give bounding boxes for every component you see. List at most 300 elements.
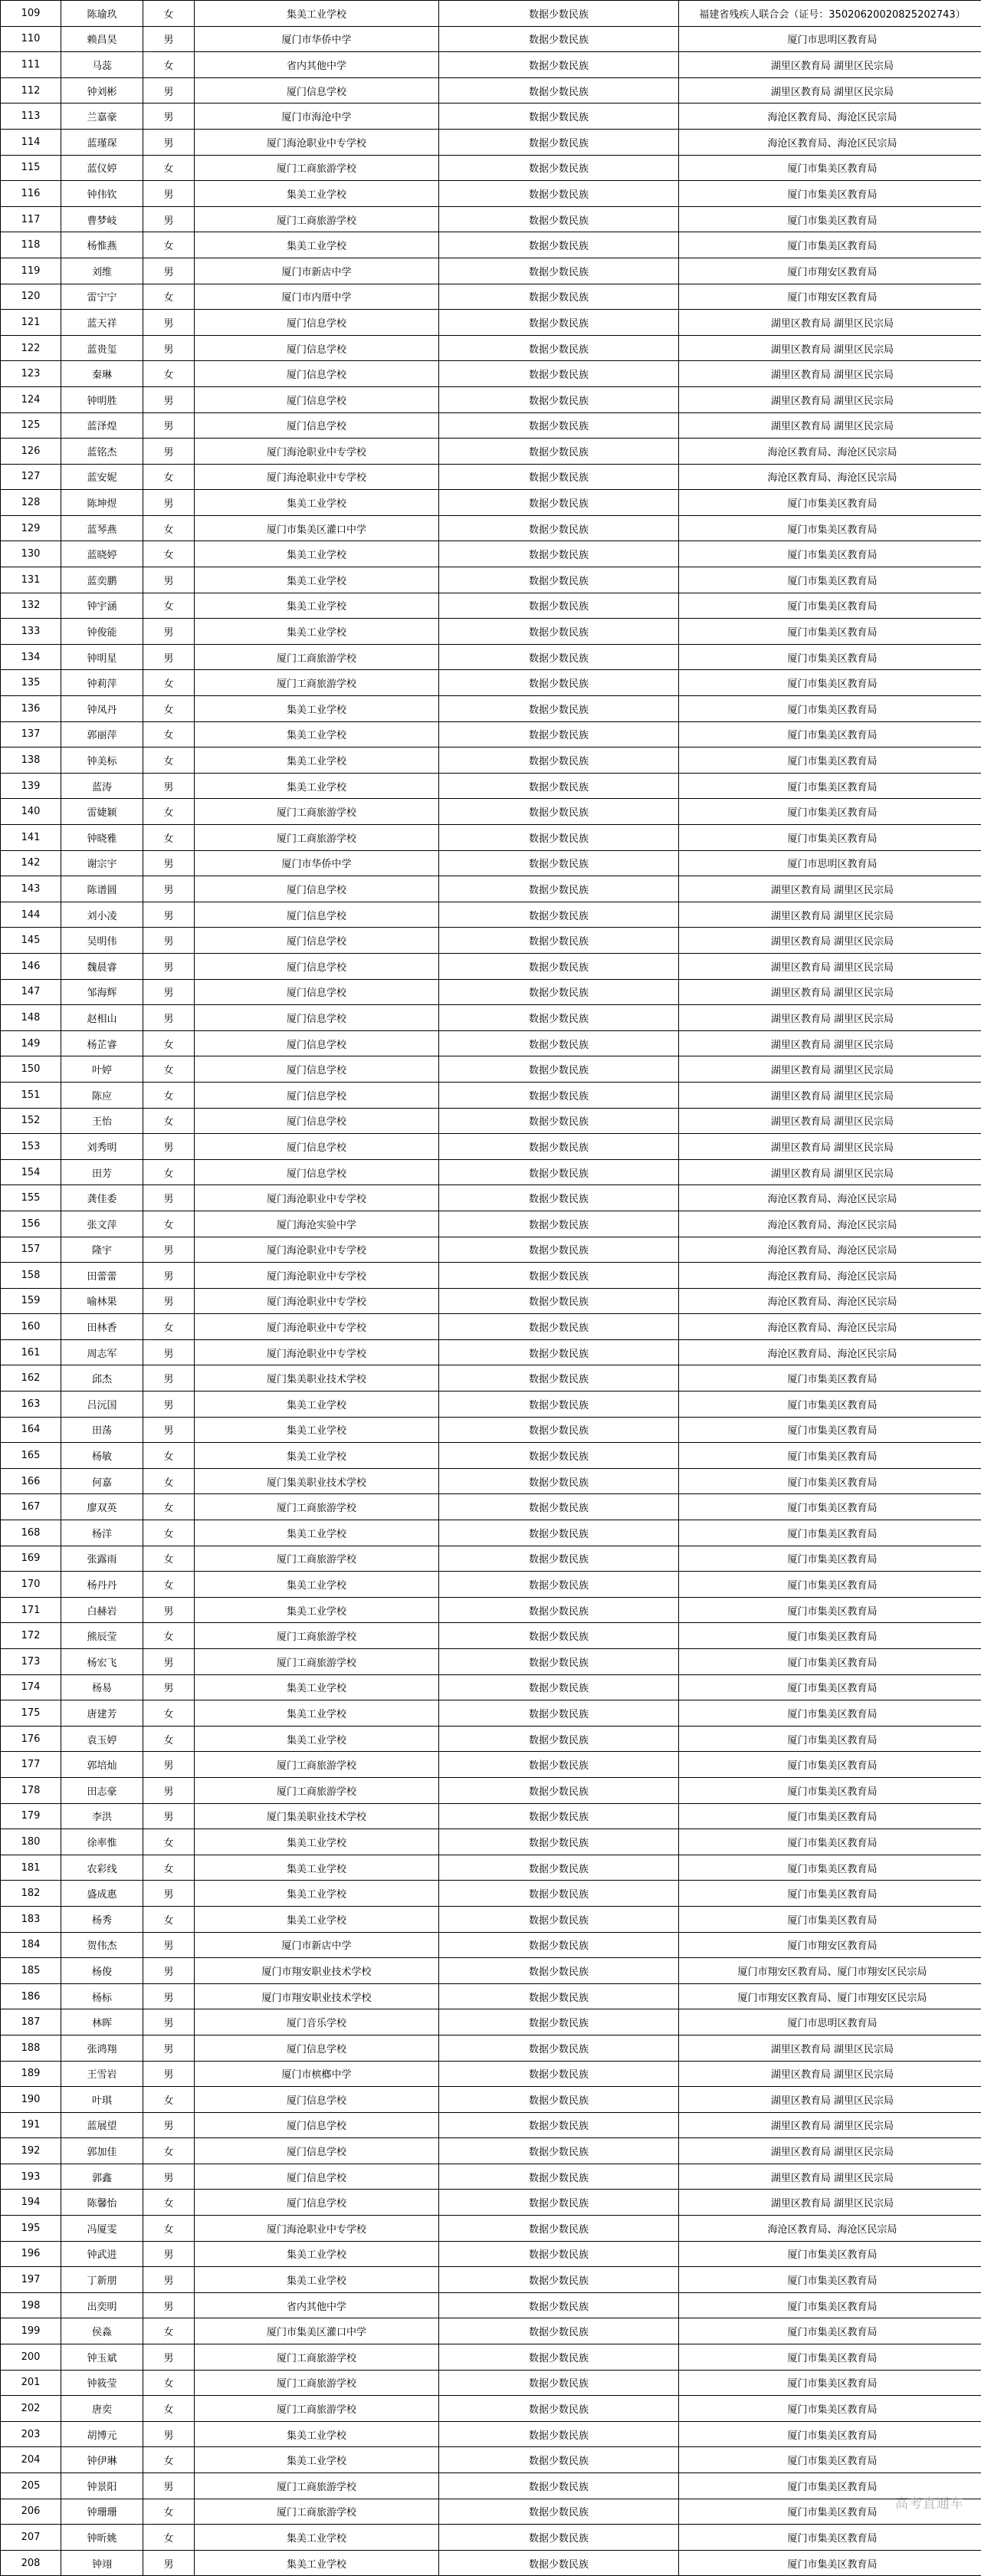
category-cell: 数据少数民族 [439,773,679,799]
name-cell: 叶婷 [61,1056,143,1083]
row-number-cell: 110 [1,26,61,52]
school-cell: 集美工业学校 [195,748,439,774]
name-cell: 田林香 [61,1314,143,1340]
gender-cell: 女 [143,361,195,387]
school-cell: 厦门市集美区灌口中学 [195,2318,439,2344]
category-cell: 数据少数民族 [439,2499,679,2525]
school-cell: 厦门市翔安职业技术学校 [195,1983,439,2009]
table-row [1,206,981,232]
school-cell: 厦门海沧职业中专学校 [195,439,439,465]
row-number-cell: 151 [1,1082,61,1108]
gender-cell: 男 [143,1803,195,1829]
table-row [1,1056,981,1083]
category-cell: 数据少数民族 [439,2241,679,2267]
category-cell: 数据少数民族 [439,2138,679,2164]
row-number-cell: 182 [1,1881,61,1907]
category-cell: 数据少数民族 [439,335,679,361]
category-cell: 数据少数民族 [439,1263,679,1289]
gender-cell: 男 [143,2550,195,2576]
issuing-authority-cell: 厦门市集美区教育局 [679,825,981,851]
issuing-authority-cell: 厦门市集美区教育局 [679,515,981,541]
school-cell: 厦门市海沧中学 [195,104,439,130]
name-cell: 钟珊珊 [61,2499,143,2525]
category-cell: 数据少数民族 [439,1752,679,1778]
table-row [1,361,981,387]
row-number-cell: 167 [1,1494,61,1520]
table-row [1,670,981,696]
row-number-cell: 186 [1,1983,61,2009]
issuing-authority-cell: 湖里区教育局 湖里区民宗局 [679,1159,981,1185]
gender-cell: 女 [143,1546,195,1572]
row-number-cell: 208 [1,2550,61,2576]
issuing-authority-cell: 厦门市集美区教育局 [679,2550,981,2576]
school-cell: 厦门信息学校 [195,876,439,902]
table-row [1,1005,981,1031]
row-number-cell: 196 [1,2241,61,2267]
name-cell: 喻林果 [61,1288,143,1314]
issuing-authority-cell: 厦门市集美区教育局 [679,2525,981,2551]
gender-cell: 女 [143,1314,195,1340]
name-cell: 丁新朋 [61,2267,143,2293]
school-cell: 厦门海沧职业中专学校 [195,1263,439,1289]
issuing-authority-cell: 湖里区教育局 湖里区民宗局 [679,335,981,361]
gender-cell: 女 [143,2190,195,2216]
category-cell: 数据少数民族 [439,1005,679,1031]
table-row [1,2267,981,2293]
issuing-authority-cell: 厦门市集美区教育局 [679,181,981,207]
issuing-authority-cell: 厦门市集美区教育局 [679,490,981,516]
name-cell: 钟玉斌 [61,2344,143,2371]
table-row [1,1108,981,1134]
issuing-authority-cell: 湖里区教育局 湖里区民宗局 [679,310,981,336]
table-row [1,258,981,284]
name-cell: 蓝铭杰 [61,439,143,465]
table-row [1,928,981,954]
gender-cell: 男 [143,902,195,928]
school-cell: 厦门信息学校 [195,1056,439,1083]
category-cell: 数据少数民族 [439,1983,679,2009]
gender-cell: 男 [143,181,195,207]
issuing-authority-cell: 海沧区教育局、海沧区民宗局 [679,1237,981,1263]
row-number-cell: 191 [1,2112,61,2138]
issuing-authority-cell: 湖里区教育局 湖里区民宗局 [679,2087,981,2113]
name-cell: 蓝安妮 [61,464,143,490]
row-number-cell: 112 [1,77,61,104]
school-cell: 厦门集美职业技术学校 [195,1365,439,1392]
table-row [1,1237,981,1263]
name-cell: 陈瑜玖 [61,1,143,27]
school-cell: 厦门集美职业技术学校 [195,1468,439,1494]
issuing-authority-cell: 湖里区教育局 湖里区民宗局 [679,2112,981,2138]
category-cell: 数据少数民族 [439,1855,679,1881]
category-cell: 数据少数民族 [439,1082,679,1108]
table-row [1,129,981,155]
school-cell: 厦门工商旅游学校 [195,1546,439,1572]
school-cell: 集美工业学校 [195,1392,439,1418]
issuing-authority-cell: 湖里区教育局 湖里区民宗局 [679,902,981,928]
row-number-cell: 130 [1,541,61,567]
table-row [1,1906,981,1932]
issuing-authority-cell: 湖里区教育局 湖里区民宗局 [679,412,981,439]
row-number-cell: 111 [1,52,61,78]
row-number-cell: 109 [1,1,61,27]
name-cell: 蓝展望 [61,2112,143,2138]
watermark: 高考直通车 [895,2492,964,2512]
category-cell: 数据少数民族 [439,2087,679,2113]
category-cell: 数据少数民族 [439,1030,679,1056]
gender-cell: 女 [143,1520,195,1546]
table-row [1,1752,981,1778]
school-cell: 厦门工商旅游学校 [195,206,439,232]
gender-cell: 男 [143,876,195,902]
issuing-authority-cell: 厦门市思明区教育局 [679,26,981,52]
category-cell: 数据少数民族 [439,541,679,567]
name-cell: 谢宗宇 [61,850,143,876]
row-number-cell: 178 [1,1777,61,1803]
category-cell: 数据少数民族 [439,361,679,387]
issuing-authority-cell: 厦门市集美区教育局 [679,1777,981,1803]
row-number-cell: 147 [1,979,61,1005]
category-cell: 数据少数民族 [439,412,679,439]
table-row [1,77,981,104]
category-cell: 数据少数民族 [439,1417,679,1443]
row-number-cell: 164 [1,1417,61,1443]
gender-cell: 女 [143,1623,195,1649]
row-number-cell: 116 [1,181,61,207]
table-row [1,515,981,541]
table-row [1,1855,981,1881]
issuing-authority-cell: 湖里区教育局 湖里区民宗局 [679,2190,981,2216]
gender-cell: 男 [143,2241,195,2267]
table-row [1,721,981,748]
category-cell: 数据少数民族 [439,310,679,336]
name-cell: 陈坤煜 [61,490,143,516]
issuing-authority-cell: 厦门市集美区教育局 [679,232,981,258]
issuing-authority-cell: 厦门市翔安区教育局 [679,284,981,310]
category-cell: 数据少数民族 [439,490,679,516]
issuing-authority-cell: 厦门市集美区教育局 [679,2292,981,2318]
issuing-authority-cell: 厦门市集美区教育局 [679,1855,981,1881]
row-number-cell: 181 [1,1855,61,1881]
name-cell: 隆宇 [61,1237,143,1263]
table-row [1,1829,981,1855]
issuing-authority-cell: 厦门市集美区教育局 [679,1829,981,1855]
category-cell: 数据少数民族 [439,1700,679,1727]
row-number-cell: 175 [1,1700,61,1727]
school-cell: 集美工业学校 [195,181,439,207]
category-cell: 数据少数民族 [439,2035,679,2061]
category-cell: 数据少数民族 [439,593,679,619]
row-number-cell: 141 [1,825,61,851]
row-number-cell: 122 [1,335,61,361]
row-number-cell: 203 [1,2421,61,2447]
category-cell: 数据少数民族 [439,850,679,876]
school-cell: 厦门海沧职业中专学校 [195,464,439,490]
table-row [1,2087,981,2113]
gender-cell: 女 [143,1056,195,1083]
row-number-cell: 118 [1,232,61,258]
table-row [1,464,981,490]
table-row [1,1314,981,1340]
row-number-cell: 172 [1,1623,61,1649]
row-number-cell: 165 [1,1443,61,1469]
row-number-cell: 192 [1,2138,61,2164]
row-number-cell: 205 [1,2473,61,2499]
category-cell: 数据少数民族 [439,979,679,1005]
table-row [1,104,981,130]
name-cell: 杨芷睿 [61,1030,143,1056]
gender-cell: 女 [143,2499,195,2525]
school-cell: 省内其他中学 [195,52,439,78]
category-cell: 数据少数民族 [439,696,679,722]
name-cell: 郭鑫 [61,2164,143,2190]
row-number-cell: 149 [1,1030,61,1056]
row-number-cell: 131 [1,567,61,593]
name-cell: 赵相山 [61,1005,143,1031]
row-number-cell: 155 [1,1185,61,1211]
school-cell: 厦门市槟榔中学 [195,2061,439,2087]
gender-cell: 女 [143,2370,195,2396]
row-number-cell: 154 [1,1159,61,1185]
issuing-authority-cell: 湖里区教育局 湖里区民宗局 [679,52,981,78]
category-cell: 数据少数民族 [439,386,679,412]
category-cell: 数据少数民族 [439,670,679,696]
category-cell: 数据少数民族 [439,258,679,284]
table-row [1,825,981,851]
table-row [1,696,981,722]
row-number-cell: 198 [1,2292,61,2318]
school-cell: 集美工业学校 [195,773,439,799]
category-cell: 数据少数民族 [439,902,679,928]
school-cell: 厦门信息学校 [195,361,439,387]
category-cell: 数据少数民族 [439,1185,679,1211]
row-number-cell: 113 [1,104,61,130]
row-number-cell: 121 [1,310,61,336]
school-cell: 厦门市新店中学 [195,1932,439,1958]
issuing-authority-cell: 厦门市集美区教育局 [679,670,981,696]
row-number-cell: 187 [1,2009,61,2036]
gender-cell: 女 [143,1829,195,1855]
gender-cell: 男 [143,104,195,130]
table-row [1,619,981,645]
name-cell: 刘维 [61,258,143,284]
school-cell: 厦门市内厝中学 [195,284,439,310]
name-cell: 钟伟钦 [61,181,143,207]
issuing-authority-cell: 厦门市集美区教育局 [679,721,981,748]
row-number-cell: 159 [1,1288,61,1314]
name-cell: 杨宏飞 [61,1649,143,1675]
issuing-authority-cell: 厦门市集美区教育局 [679,2318,981,2344]
school-cell: 厦门市翔安职业技术学校 [195,1958,439,1984]
gender-cell: 男 [143,2009,195,2036]
table-row [1,2318,981,2344]
table-row [1,335,981,361]
row-number-cell: 148 [1,1005,61,1031]
table-row [1,1,981,27]
name-cell: 钟翊 [61,2550,143,2576]
category-cell: 数据少数民族 [439,2292,679,2318]
school-cell: 厦门工商旅游学校 [195,825,439,851]
row-number-cell: 158 [1,1263,61,1289]
row-number-cell: 202 [1,2396,61,2422]
name-cell: 刘秀明 [61,1134,143,1160]
gender-cell: 男 [143,386,195,412]
row-number-cell: 144 [1,902,61,928]
category-cell: 数据少数民族 [439,953,679,979]
category-cell: 数据少数民族 [439,155,679,181]
gender-cell: 女 [143,1108,195,1134]
row-number-cell: 132 [1,593,61,619]
row-number-cell: 176 [1,1726,61,1752]
name-cell: 钟明星 [61,644,143,670]
gender-cell: 男 [143,310,195,336]
name-cell: 杨秀 [61,1906,143,1932]
gender-cell: 女 [143,799,195,825]
row-number-cell: 189 [1,2061,61,2087]
name-cell: 唐奕 [61,2396,143,2422]
name-cell: 袁玉婷 [61,1726,143,1752]
issuing-authority-cell: 厦门市集美区教育局 [679,1572,981,1598]
category-cell: 数据少数民族 [439,1777,679,1803]
name-cell: 田蕾蕾 [61,1263,143,1289]
category-cell: 数据少数民族 [439,284,679,310]
gender-cell: 女 [143,155,195,181]
issuing-authority-cell: 厦门市集美区教育局 [679,1546,981,1572]
gender-cell: 女 [143,284,195,310]
name-cell: 杨易 [61,1674,143,1700]
table-row [1,2525,981,2551]
gender-cell: 女 [143,2396,195,2422]
school-cell: 厦门音乐学校 [195,2009,439,2036]
row-number-cell: 207 [1,2525,61,2551]
school-cell: 厦门信息学校 [195,928,439,954]
issuing-authority-cell: 海沧区教育局、海沧区民宗局 [679,464,981,490]
gender-cell: 男 [143,2292,195,2318]
table-row [1,181,981,207]
category-cell: 数据少数民族 [439,2009,679,2036]
issuing-authority-cell: 湖里区教育局 湖里区民宗局 [679,361,981,387]
issuing-authority-cell: 厦门市集美区教育局 [679,696,981,722]
category-cell: 数据少数民族 [439,928,679,954]
name-cell: 钟筱莹 [61,2370,143,2396]
issuing-authority-cell: 厦门市集美区教育局 [679,2241,981,2267]
category-cell: 数据少数民族 [439,2061,679,2087]
gender-cell: 男 [143,258,195,284]
category-cell: 数据少数民族 [439,1494,679,1520]
name-cell: 钟莉萍 [61,670,143,696]
school-cell: 集美工业学校 [195,619,439,645]
name-cell: 白赫岩 [61,1597,143,1623]
issuing-authority-cell: 厦门市集美区教育局 [679,2396,981,2422]
row-number-cell: 188 [1,2035,61,2061]
school-cell: 厦门信息学校 [195,1134,439,1160]
school-cell: 厦门工商旅游学校 [195,644,439,670]
category-cell: 数据少数民族 [439,1211,679,1237]
gender-cell: 男 [143,2035,195,2061]
name-cell: 刘小凌 [61,902,143,928]
school-cell: 厦门信息学校 [195,310,439,336]
row-number-cell: 125 [1,412,61,439]
category-cell: 数据少数民族 [439,567,679,593]
school-cell: 厦门工商旅游学校 [195,2344,439,2371]
issuing-authority-cell: 厦门市集美区教育局 [679,1906,981,1932]
gender-cell: 男 [143,1597,195,1623]
table-row [1,386,981,412]
gender-cell: 男 [143,1237,195,1263]
category-cell: 数据少数民族 [439,1881,679,1907]
name-cell: 蓝泽煌 [61,412,143,439]
issuing-authority-cell: 厦门市集美区教育局 [679,1803,981,1829]
name-cell: 侯淼 [61,2318,143,2344]
name-cell: 曹梦岐 [61,206,143,232]
row-number-cell: 190 [1,2087,61,2113]
gender-cell: 男 [143,1752,195,1778]
issuing-authority-cell: 厦门市集美区教育局 [679,593,981,619]
issuing-authority-cell: 湖里区教育局 湖里区民宗局 [679,1134,981,1160]
name-cell: 杨洋 [61,1520,143,1546]
name-cell: 田荡 [61,1417,143,1443]
school-cell: 厦门信息学校 [195,2138,439,2164]
table-row [1,2112,981,2138]
gender-cell: 男 [143,1674,195,1700]
school-cell: 厦门信息学校 [195,386,439,412]
row-number-cell: 137 [1,721,61,748]
name-cell: 邹海辉 [61,979,143,1005]
school-cell: 厦门信息学校 [195,77,439,104]
gender-cell: 男 [143,2112,195,2138]
gender-cell: 男 [143,1134,195,1160]
gender-cell: 男 [143,2421,195,2447]
name-cell: 王雪岩 [61,2061,143,2087]
issuing-authority-cell: 厦门市集美区教育局 [679,748,981,774]
name-cell: 冯厦雯 [61,2216,143,2242]
table-row [1,1700,981,1727]
gender-cell: 男 [143,644,195,670]
gender-cell: 男 [143,1365,195,1392]
table-row [1,850,981,876]
school-cell: 省内其他中学 [195,2292,439,2318]
gender-cell: 男 [143,1932,195,1958]
table-row [1,2499,981,2525]
table-row [1,2473,981,2499]
name-cell: 蓝晓婷 [61,541,143,567]
school-cell: 厦门信息学校 [195,2190,439,2216]
gender-cell: 男 [143,335,195,361]
school-cell: 厦门信息学校 [195,2035,439,2061]
category-cell: 数据少数民族 [439,1468,679,1494]
category-cell: 数据少数民族 [439,748,679,774]
name-cell: 张鸿翔 [61,2035,143,2061]
issuing-authority-cell: 厦门市集美区教育局 [679,1649,981,1675]
issuing-authority-cell: 厦门市翔安区教育局、厦门市翔安区民宗局 [679,1958,981,1984]
category-cell: 数据少数民族 [439,77,679,104]
category-cell: 数据少数民族 [439,1649,679,1675]
row-number-cell: 177 [1,1752,61,1778]
category-cell: 数据少数民族 [439,2447,679,2473]
row-number-cell: 185 [1,1958,61,1984]
table-row [1,644,981,670]
gender-cell: 男 [143,619,195,645]
table-row [1,1443,981,1469]
issuing-authority-cell: 厦门市集美区教育局 [679,206,981,232]
school-cell: 厦门市集美区灌口中学 [195,515,439,541]
issuing-authority-cell: 厦门市集美区教育局 [679,1520,981,1546]
gender-cell: 女 [143,1494,195,1520]
gender-cell: 男 [143,490,195,516]
issuing-authority-cell: 湖里区教育局 湖里区民宗局 [679,1030,981,1056]
name-cell: 唐建芳 [61,1700,143,1727]
table-row [1,1494,981,1520]
